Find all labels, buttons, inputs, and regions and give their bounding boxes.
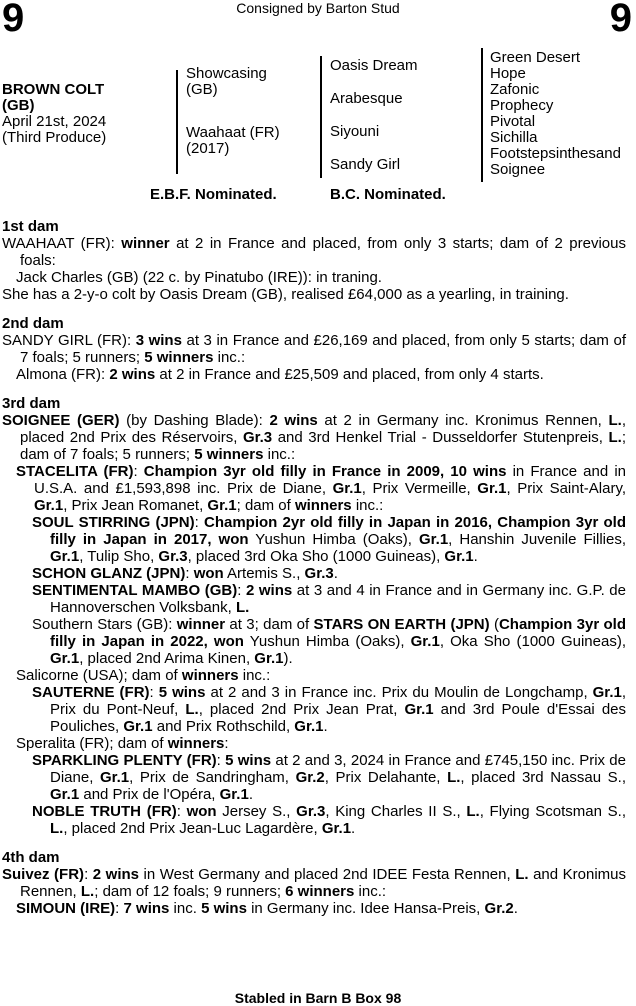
entry-emphasis: Gr.1	[444, 548, 474, 565]
entry-text: at 2 in Germany inc. Kronimus Rennen,	[317, 412, 609, 429]
gen3-ancestor: Footstepsinthesand	[490, 145, 621, 162]
entry-emphasis: L.	[447, 769, 461, 786]
stabling-note: Stabled in Barn B Box 98	[234, 990, 402, 1006]
gen3-ancestor: Soignee	[490, 161, 546, 178]
entry-emphasis: SOUL STIRRING (JPN)	[32, 514, 195, 531]
pedigree-entry	[2, 412, 626, 463]
entry-text: , Prix Vermeille,	[361, 480, 478, 497]
entry-emphasis: L.	[235, 599, 250, 616]
entry-text: Southern Stars (GB):	[32, 616, 177, 633]
entry-emphasis: SENTIMENTAL MAMBO (GB)	[32, 582, 238, 599]
entry-emphasis: Gr.1	[50, 650, 80, 667]
entry-text: , placed 2nd Prix Jean Prat,	[198, 701, 405, 718]
entry-emphasis: Gr.1	[404, 701, 434, 718]
gen3-ancestor: Green Desert	[490, 49, 581, 66]
entry-text: .	[323, 718, 328, 735]
entry-text: and Prix Rothschild,	[152, 718, 295, 735]
entry-emphasis: L.	[185, 701, 199, 718]
horse-name: BROWN COLT	[2, 81, 105, 98]
entry-emphasis: 6 winners	[285, 883, 355, 900]
entry-text: , Tulip Sho,	[79, 548, 159, 565]
pedigree-entry	[16, 900, 626, 917]
entry-emphasis: SPARKLING PLENTY (FR)	[32, 752, 217, 769]
entry-emphasis: Gr.1	[410, 633, 440, 650]
entry-emphasis: 5 wins	[158, 684, 206, 701]
entry-text: , Prix Saint-Alary,	[506, 480, 626, 497]
entry-text: Yushun Himba (Oaks),	[243, 633, 411, 650]
entry-emphasis: winners	[294, 497, 352, 514]
entry-text: , placed 2nd Prix des Réservoirs,	[20, 412, 626, 446]
entry-text: (	[489, 616, 499, 633]
pedigree-bracket-3	[481, 48, 483, 182]
dam-year: (2017)	[186, 140, 230, 157]
entry-emphasis: Gr.3	[158, 548, 188, 565]
entry-emphasis: won	[186, 803, 217, 820]
pedigree-entry	[32, 514, 626, 565]
entry-emphasis: Gr.1	[219, 786, 249, 803]
entry-text: and Kronimus Rennen,	[20, 866, 626, 900]
granddam-sire: Arabesque	[330, 90, 403, 107]
entry-text: inc.:	[354, 883, 387, 900]
entry-text: .	[248, 786, 253, 803]
entry-emphasis: Gr.1	[332, 480, 362, 497]
entry-emphasis: L.	[466, 803, 480, 820]
entry-text: at 2 and 3 in France inc. Prix du Moulin de Longchamp,	[205, 684, 593, 701]
dam-name: Waahaat (FR)	[186, 124, 280, 141]
section-heading: 2nd dam	[2, 315, 64, 332]
entry-emphasis: 3 wins	[135, 332, 182, 349]
horse-country: (GB)	[2, 97, 35, 114]
entry-emphasis: Gr.3	[242, 429, 273, 446]
entry-text: WAAHAAT (FR):	[2, 235, 122, 252]
lot-number-left: 9	[2, 0, 25, 40]
entry-emphasis: Gr.1	[34, 497, 64, 514]
entry-text: Almona (FR):	[16, 366, 110, 383]
entry-text: at 3 and 4 in France and in Germany inc. G.P. de Hannoverschen Volksbank,	[50, 582, 626, 616]
entry-emphasis: STACELITA (FR)	[16, 463, 134, 480]
horse-identity	[2, 82, 106, 146]
entry-emphasis: L.	[608, 429, 622, 446]
entry-emphasis: Gr.1	[123, 718, 153, 735]
entry-text: (by Dashing Blade):	[119, 412, 270, 429]
pedigree-entry	[16, 463, 626, 514]
entry-text: in Germany inc. Idee Hansa-Preis,	[246, 900, 485, 917]
entry-text: , Hanshin Juvenile Fillies,	[448, 531, 626, 548]
entry-emphasis: SIMOUN (IRE)	[16, 900, 116, 917]
entry-emphasis: Gr.1	[477, 480, 507, 497]
entry-emphasis: SAUTERNE (FR)	[32, 684, 150, 701]
entry-emphasis: Champion 3yr old filly in Japan in 2022, won	[50, 616, 626, 650]
pedigree-entry	[32, 752, 626, 803]
section-heading: 1st dam	[2, 218, 59, 235]
entry-text: , placed 2nd Prix Jean-Luc Lagardère,	[63, 820, 322, 837]
entry-emphasis: Champion 2yr old filly in Japan in 2016, Champion 3yr old filly in Japan in 2017, won	[50, 514, 626, 548]
entry-text: at 2 in France and £25,509 and placed, from only 4 starts.	[155, 366, 544, 383]
entry-text: inc.:	[213, 349, 246, 366]
entry-emphasis: NOBLE TRUTH (FR)	[32, 803, 177, 820]
entry-emphasis: Gr.1	[254, 650, 284, 667]
gen3-ancestor: Prophecy	[490, 97, 554, 114]
entry-text: ; dam of 12 foals; 9 runners;	[94, 883, 286, 900]
entry-text: .	[473, 548, 478, 565]
pedigree-entry	[16, 735, 626, 752]
entry-text: inc.	[169, 900, 202, 917]
entry-emphasis: L.	[80, 883, 95, 900]
entry-emphasis: Gr.1	[50, 548, 80, 565]
gen3-ancestor: Hope	[490, 65, 526, 82]
pedigree-entry	[32, 582, 626, 616]
entry-text: :	[133, 463, 144, 480]
entry-emphasis: SOIGNEE (GER)	[2, 412, 120, 429]
entry-text: in West Germany and placed 2nd IDEE Festa Rennen,	[139, 866, 516, 883]
entry-emphasis: winners	[181, 667, 239, 684]
entry-emphasis: Gr.1	[207, 497, 237, 514]
pedigree-entry	[2, 286, 626, 303]
entry-emphasis: L.	[515, 866, 529, 883]
entry-text: , placed 3rd Oka Sho (1000 Guineas),	[187, 548, 445, 565]
entry-text: She has a 2-y-o colt by Oasis Dream (GB), realised £64,000 as a yearling, in training.	[2, 286, 569, 303]
entry-text: , placed 2nd Arima Kinen,	[79, 650, 255, 667]
entry-text: , placed 3rd Nassau S.,	[460, 769, 626, 786]
gen3-ancestor: Pivotal	[490, 113, 536, 130]
entry-text: at 3 in France and £26,169 and placed, from only 5 starts; dam of 7 foals; 5 runners;	[20, 332, 626, 366]
entry-emphasis: Gr.1	[418, 531, 449, 548]
entry-emphasis: winner	[121, 235, 170, 252]
sire-country: (GB)	[186, 81, 218, 98]
foaled-date: April 21st, 2024	[2, 113, 107, 130]
pedigree-entry	[16, 269, 626, 286]
ebf-nomination: E.B.F. Nominated.	[150, 186, 277, 203]
entry-emphasis: Gr.2	[295, 769, 325, 786]
entry-emphasis: Gr.1	[99, 769, 130, 786]
grandsire-dam: Siyouni	[330, 123, 380, 140]
gen3-ancestor: Sichilla	[490, 129, 538, 146]
entry-text: :	[84, 866, 93, 883]
section-heading: 3rd dam	[2, 395, 61, 412]
entry-emphasis: Gr.1	[321, 820, 352, 837]
entry-emphasis: Gr.1	[592, 684, 622, 701]
entry-text: and Prix de l'Opéra,	[79, 786, 220, 803]
pedigree-bracket-1	[176, 70, 178, 174]
entry-text: Jersey S.,	[216, 803, 297, 820]
pedigree-entry	[32, 684, 626, 735]
entry-emphasis: 2 wins	[245, 582, 293, 599]
entry-text: Speralita (FR); dam of	[16, 735, 168, 752]
entry-text: at 2 in France and placed, from only 3 starts; dam of 2 previous foals:	[20, 235, 626, 269]
entry-text: , Prix du Pont-Neuf,	[50, 684, 626, 718]
entry-text: ).	[283, 650, 293, 667]
entry-emphasis: Gr.2	[484, 900, 514, 917]
entry-emphasis: L.	[50, 820, 64, 837]
pedigree-bracket-2	[320, 56, 322, 178]
entry-emphasis: 5 winners	[144, 349, 214, 366]
pedigree-entry	[32, 803, 626, 837]
catalogue-page-body	[2, 218, 626, 917]
entry-emphasis: 5 winners	[194, 446, 264, 463]
entry-text: , Oka Sho (1000 Guineas),	[439, 633, 626, 650]
entry-emphasis: 5 wins	[201, 900, 247, 917]
section-heading: 4th dam	[2, 849, 60, 866]
entry-emphasis: STARS ON EARTH (JPN)	[313, 616, 490, 633]
entry-text: , Prix Delahante,	[324, 769, 448, 786]
entry-text: ; dam of 7 foals; 5 runners;	[20, 429, 626, 463]
entry-text: , Prix de Sandringham,	[129, 769, 296, 786]
entry-text: :	[185, 565, 194, 582]
entry-emphasis: Suivez (FR)	[2, 866, 85, 883]
entry-emphasis: Gr.1	[50, 786, 80, 803]
pedigree-entry	[16, 667, 626, 684]
entry-text: and 3rd Henkel Trial - Dusseldorfer Stutenpreis,	[272, 429, 609, 446]
grandsire-sire: Oasis Dream	[330, 57, 418, 74]
entry-emphasis: Gr.3	[296, 803, 326, 820]
entry-text: ; dam of	[236, 497, 295, 514]
entry-emphasis: Champion 3yr old filly in France in 2009, 10 wins	[143, 463, 507, 480]
pedigree-entry	[16, 366, 626, 383]
entry-text: Salicorne (USA); dam of	[16, 667, 182, 684]
entry-text: inc.:	[351, 497, 384, 514]
entry-text: , King Charles II S.,	[325, 803, 467, 820]
entry-text: :	[115, 900, 124, 917]
entry-emphasis: 2 wins	[109, 366, 156, 383]
entry-text: .	[351, 820, 356, 837]
entry-text: at 3; dam of	[225, 616, 314, 633]
pedigree-entry	[2, 866, 626, 900]
entry-text: .	[513, 900, 518, 917]
pedigree-entry	[32, 565, 626, 582]
entry-emphasis: 5 wins	[225, 752, 272, 769]
entry-text: , Prix Jean Romanet,	[63, 497, 208, 514]
entry-text: :	[176, 803, 187, 820]
produce-note: (Third Produce)	[2, 129, 107, 146]
entry-emphasis: SCHON GLANZ (JPN)	[32, 565, 186, 582]
pedigree-entry	[2, 235, 626, 269]
consignor-line: Consigned by Barton Stud	[236, 0, 400, 16]
entry-emphasis: L.	[608, 412, 622, 429]
entry-emphasis: 2 wins	[92, 866, 140, 883]
entry-text: SANDY GIRL (FR):	[2, 332, 136, 349]
granddam-dam: Sandy Girl	[330, 156, 401, 173]
entry-emphasis: winner	[176, 616, 226, 633]
bc-nomination: B.C. Nominated.	[330, 186, 446, 203]
entry-emphasis: Gr.3	[304, 565, 334, 582]
entry-text: Jack Charles (GB) (22 c. by Pinatubo (IRE)): in traning.	[16, 269, 382, 286]
entry-emphasis: won	[193, 565, 224, 582]
entry-text: :	[194, 514, 204, 531]
sire-name: Showcasing	[186, 65, 267, 82]
entry-text: in France and in U.S.A. and £1,593,898 inc. Prix de Diane,	[34, 463, 626, 497]
entry-emphasis: Gr.1	[294, 718, 324, 735]
entry-text: .	[333, 565, 338, 582]
entry-text: :	[224, 735, 229, 752]
entry-emphasis: winners	[167, 735, 225, 752]
gen3-ancestor: Zafonic	[490, 81, 540, 98]
dam-cell	[186, 125, 280, 157]
entry-text: Yushun Himba (Oaks),	[248, 531, 419, 548]
entry-text: , Flying Scotsman S.,	[479, 803, 626, 820]
entry-text: :	[216, 752, 226, 769]
entry-text: inc.:	[238, 667, 271, 684]
entry-text: Artemis S.,	[223, 565, 305, 582]
pedigree-entry	[2, 332, 626, 366]
entry-emphasis: 2 wins	[269, 412, 318, 429]
entry-emphasis: 7 wins	[123, 900, 170, 917]
entry-text: inc.:	[263, 446, 296, 463]
pedigree-entry	[32, 616, 626, 667]
entry-text: and 3rd Poule d'Essai des Pouliches,	[50, 701, 627, 735]
entry-text: :	[149, 684, 159, 701]
entry-text: at 2 and 3, 2024 in France and £745,150 inc. Prix de Diane,	[50, 752, 626, 786]
third-generation	[490, 50, 621, 178]
sire-cell	[186, 66, 267, 98]
entry-text: :	[237, 582, 246, 599]
lot-number-right: 9	[609, 0, 632, 40]
